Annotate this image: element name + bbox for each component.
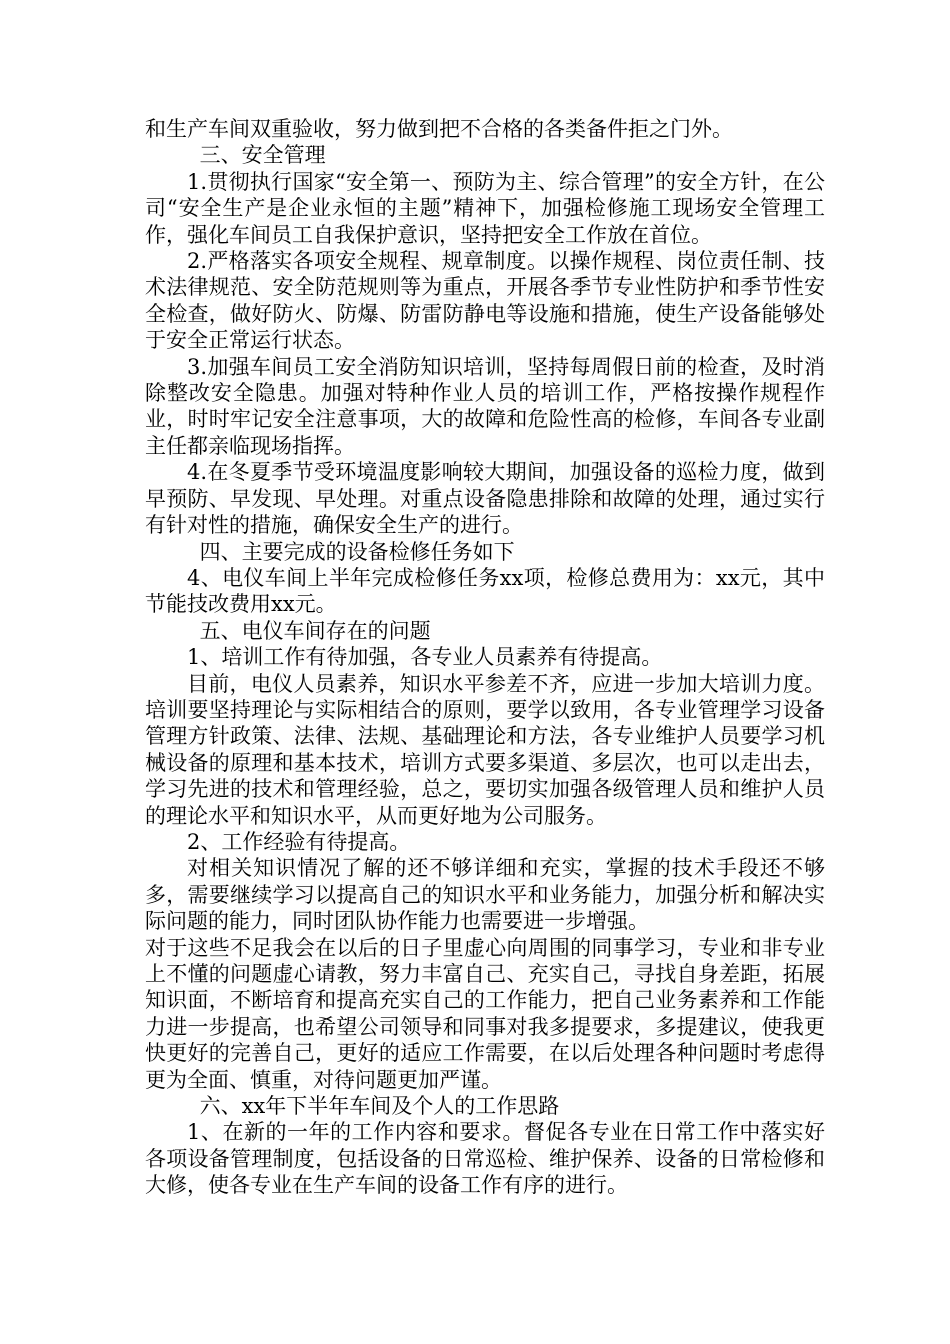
section-3-paragraph-1: 1.贯彻执行国家“安全第一、预防为主、综合管理”的安全方针，在公司“安全生产是企业永恒的主题”精神下，加强检修施工现场安全管理工作，强化车间员工自我保护意识，坚持把安全工作放在首位。 [145,169,825,247]
section-3-heading: 三、安全管理 [199,143,326,168]
document-page [145,116,825,1199]
section-4-heading: 四、主要完成的设备检修任务如下 [199,539,515,564]
section-3-paragraph-3: 3.加强车间员工安全消防知识培训，坚持每周假日前的检查，及时消除整改安全隐患。加强对特种作业人员的培训工作，严格按操作规程作业，时时牢记安全注意事项，大的故障和危险性高的检修，车间各专业副主任都亲临现场指挥。 [145,354,825,458]
section-5-paragraph-1: 目前，电仪人员素养，知识水平参差不齐，应进一步加大培训力度。培训要坚持理论与实际相结合的原则，要学以致用，各专业管理学习设备管理方针政策、法律、法规、基础理论和方法，各专业维护人员要学习机械设备的原理和基本技术，培训方式要多渠道、多层次，也可以走出去，学习先进的技术和管理经验，总之，要切实加强各级管理人员和维护人员的理论水平和知识水平，从而更好地为公司服务。 [145,671,825,828]
section-5-item-2: 2、工作经验有待提高。 [187,829,411,854]
section-5-heading: 五、电仪车间存在的问题 [199,618,431,643]
section-5-paragraph-3: 对于这些不足我会在以后的日子里虚心向周围的同事学习，专业和非专业上不懂的问题虚心请教，努力丰富自己、充实自己，寻找自身差距，拓展知识面，不断培育和提高充实自己的工作能力，把自己业务素养和工作能力进一步提高，也希望公司领导和同事对我多提要求，多提建议，使我更快更好的完善自己，更好的适应工作需要，在以后处理各种问题时考虑得更为全面、慎重，对待问题更加严谨。 [145,935,825,1092]
section-3-paragraph-2: 2.严格落实各项安全规程、规章制度。以操作规程、岗位责任制、技术法律规范、安全防范规则等为重点，开展各季节专业性防护和季节性安全检查，做好防火、防爆、防雷防静电等设施和措施，使生产设备能够处于安全正常运行状态。 [145,249,825,353]
section-6-paragraph-1: 1、在新的一年的工作内容和要求。督促各专业在日常工作中落实好各项设备管理制度，包括设备的日常巡检、维护保养、设备的日常检修和大修，使各专业在生产车间的设备工作有序的进行。 [145,1120,825,1198]
section-5-item-1: 1、培训工作有待加强，各专业人员素养有待提高。 [187,645,663,670]
intro-paragraph: 和生产车间双重验收，努力做到把不合格的各类备件拒之门外。 [145,117,733,141]
section-6-heading: 六、xx年下半年车间及个人的工作思路 [199,1094,560,1119]
section-3-paragraph-4: 4.在冬夏季节受环境温度影响较大期间，加强设备的巡检力度，做到早预防、早发现、早处理。对重点设备隐患排除和故障的处理，通过实行有针对性的措施，确保安全生产的进行。 [145,460,825,538]
section-4-paragraph-1: 4、电仪车间上半年完成检修任务xx项，检修总费用为：xx元，其中节能技改费用xx元。 [145,565,825,617]
section-5-paragraph-2: 对相关知识情况了解的还不够详细和充实，掌握的技术手段还不够多，需要继续学习以提高自己的知识水平和业务能力，加强分析和解决实际问题的能力，同时团队协作能力也需要进一步增强。 [145,856,825,934]
